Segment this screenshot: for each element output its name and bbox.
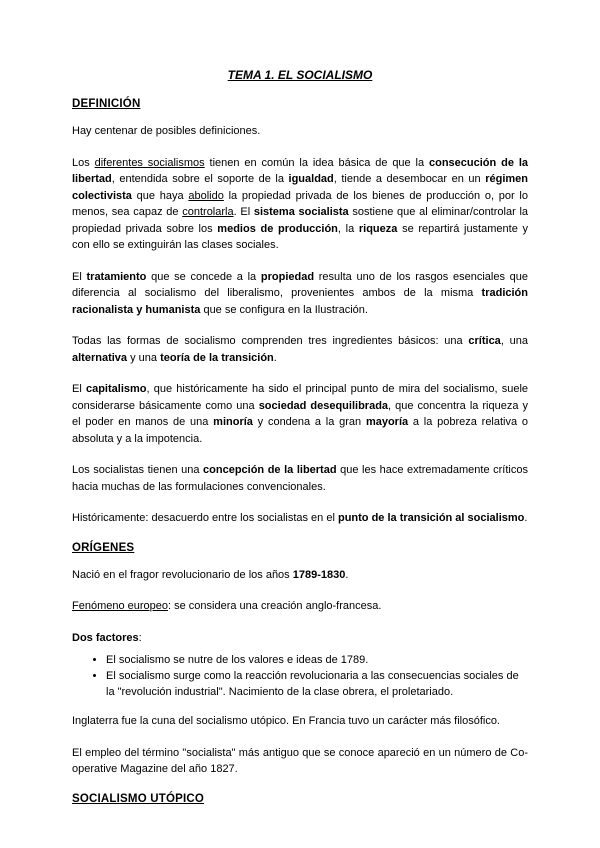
section-heading-socialismo-utopico: SOCIALISMO UTÓPICO	[72, 792, 205, 805]
factors-list	[72, 652, 528, 700]
paragraph-3: Todas las formas de socialismo comprenden tres ingredientes básicos: una crítica, una alternativa y una teoría de la transición.	[72, 335, 528, 364]
list-item: • El socialismo surge como la reacción revolucionaria a las consecuencias sociales de la "revolución industrial". Nacimiento de la clase obrera, el proletariado.	[106, 668, 528, 700]
paragraph-2: El tratamiento que se concede a la propiedad resulta uno de los rasgos esenciales que diferencia al socialismo del liberalismo, provenientes ambos de la misma tradición racionalista y humanista que se configura en la Ilustración.	[72, 270, 529, 316]
section-heading-origenes: ORÍGENES	[72, 541, 135, 554]
document-page	[72, 68, 528, 818]
paragraph-5: Los socialistas tienen una concepción de la libertad que les hace extremadamente críticos hacia muchas de las formulaciones convencionales.	[72, 464, 528, 493]
paragraph-8: Fenómeno europeo: se considera una creación anglo-francesa.	[72, 600, 382, 612]
paragraph-6: Históricamente: desacuerdo entre los socialistas en el punto de la transición al socialismo.	[72, 512, 528, 524]
paragraph-1: Los diferentes socialismos tienen en común la idea básica de que la consecución de la libertad, entendida sobre el soporte de la igualdad, tiende a desembocar en un régimen colectivista que haya abolido la propiedad privada de los bienes de producción o, por lo menos, sea capaz de controlarla. El sistema socialista sostiene que al eliminar/controlar la propiedad privada sobre los medios de producción, la riqueza se repartirá justamente y con ello se extinguirán las clases sociales.	[72, 156, 529, 251]
page-title: TEMA 1. EL SOCIALISMO	[227, 68, 373, 82]
paragraph-10: Inglaterra fue la cuna del socialismo utópico. En Francia tuvo un carácter más filosófico.	[72, 715, 500, 727]
paragraph-intro: Hay centenar de posibles definiciones.	[72, 125, 261, 137]
paragraph-11: El empleo del término "socialista" más antiguo que se conoce apareció en un número de Co-operative Magazine del año 1827.	[72, 746, 528, 775]
paragraph-9: Dos factores:	[72, 631, 142, 644]
list-item: • El socialismo se nutre de los valores e ideas de 1789.	[106, 652, 528, 668]
paragraph-7: Nació en el fragor revolucionario de los años 1789-1830.	[72, 568, 349, 581]
paragraph-4: El capitalismo, que históricamente ha sido el principal punto de mira del socialismo, suele considerarse básicamente como una sociedad desequilibrada, que concentra la riqueza y el poder en manos de una minoría y condena a la gran mayoría a la pobreza relativa o absoluta y a la impotencia.	[72, 383, 529, 445]
section-heading-definicion: DEFINICIÓN	[72, 98, 141, 110]
